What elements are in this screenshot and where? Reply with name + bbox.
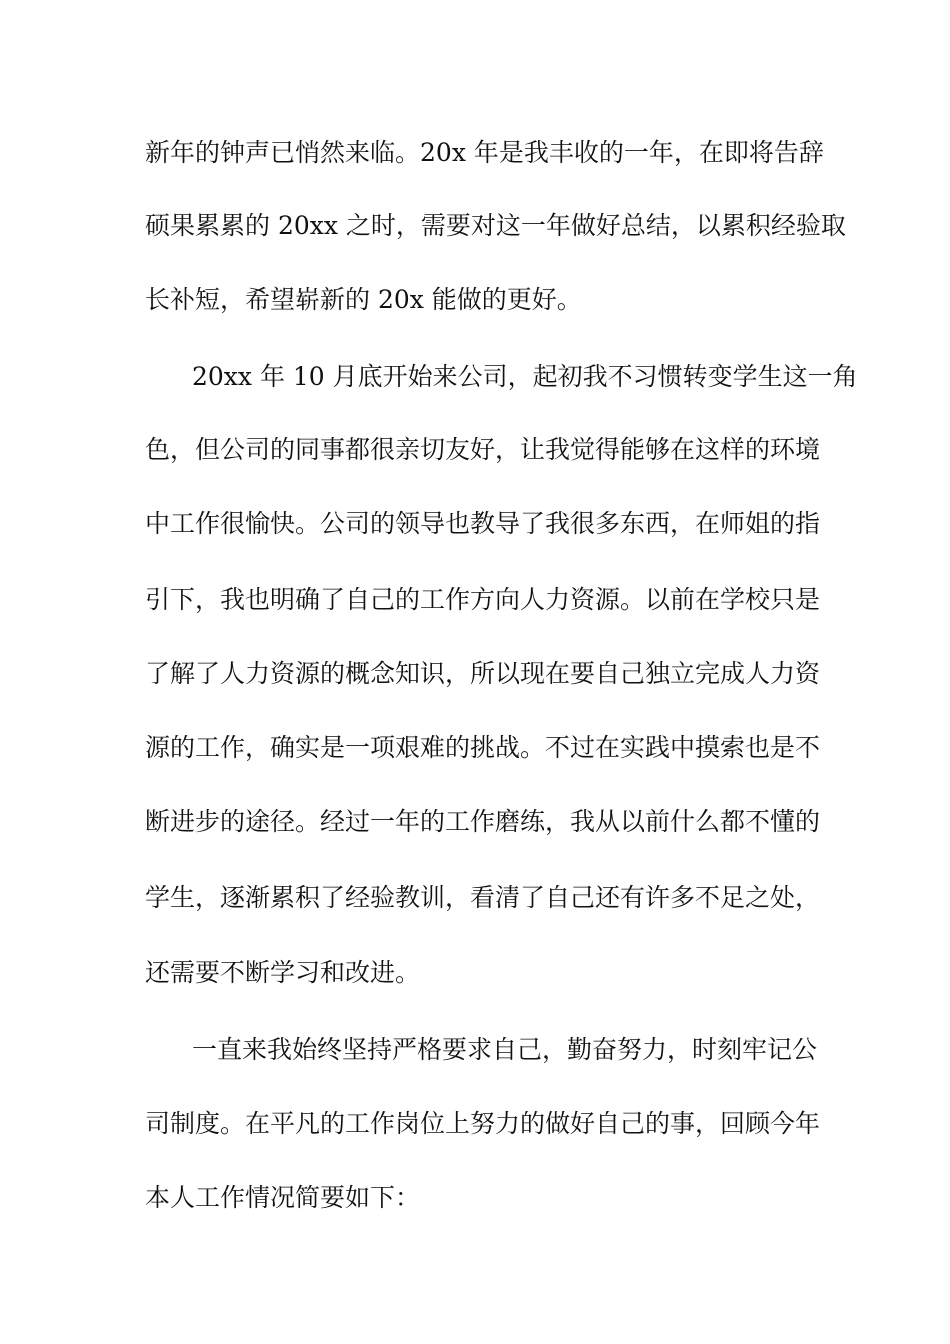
paragraph-2-line-8: 学生，逐渐累积了经验教训，看清了自己还有许多不足之处， <box>145 883 821 912</box>
paragraph-2-line-9: 还需要不断学习和改进。 <box>145 958 421 987</box>
paragraph-1-line-3: 长补短，希望崭新的 20x 能做的更好。 <box>145 285 582 314</box>
paragraph-2-line-4: 引下，我也明确了自己的工作方向人力资源。以前在学校只是 <box>145 585 821 614</box>
paragraph-2-line-7: 断进步的途径。经过一年的工作磨练，我从以前什么都不懂的 <box>145 807 821 836</box>
paragraph-2-line-1: 20xx 年 10 月底开始来公司，起初我不习惯转变学生这一角 <box>192 362 858 391</box>
paragraph-1-line-2: 硕果累累的 20xx 之时，需要对这一年做好总结，以累积经验取 <box>145 211 846 240</box>
paragraph-2-line-3: 中工作很愉快。公司的领导也教导了我很多东西，在师姐的指 <box>145 509 821 538</box>
paragraph-1-line-1: 新年的钟声已悄然来临。20x 年是我丰收的一年，在即将告辞 <box>145 138 824 167</box>
paragraph-3-line-2: 司制度。在平凡的工作岗位上努力的做好自己的事，回顾今年 <box>145 1109 821 1138</box>
paragraph-3-line-3: 本人工作情况简要如下： <box>145 1183 421 1212</box>
paragraph-2-line-2: 色，但公司的同事都很亲切友好，让我觉得能够在这样的环境 <box>145 435 821 464</box>
paragraph-3-line-1: 一直来我始终坚持严格要求自己，勤奋努力，时刻牢记公 <box>192 1035 818 1064</box>
paragraph-2-line-6: 源的工作，确实是一项艰难的挑战。不过在实践中摸索也是不 <box>145 733 821 762</box>
paragraph-2-line-5: 了解了人力资源的概念知识，所以现在要自己独立完成人力资 <box>145 659 821 688</box>
